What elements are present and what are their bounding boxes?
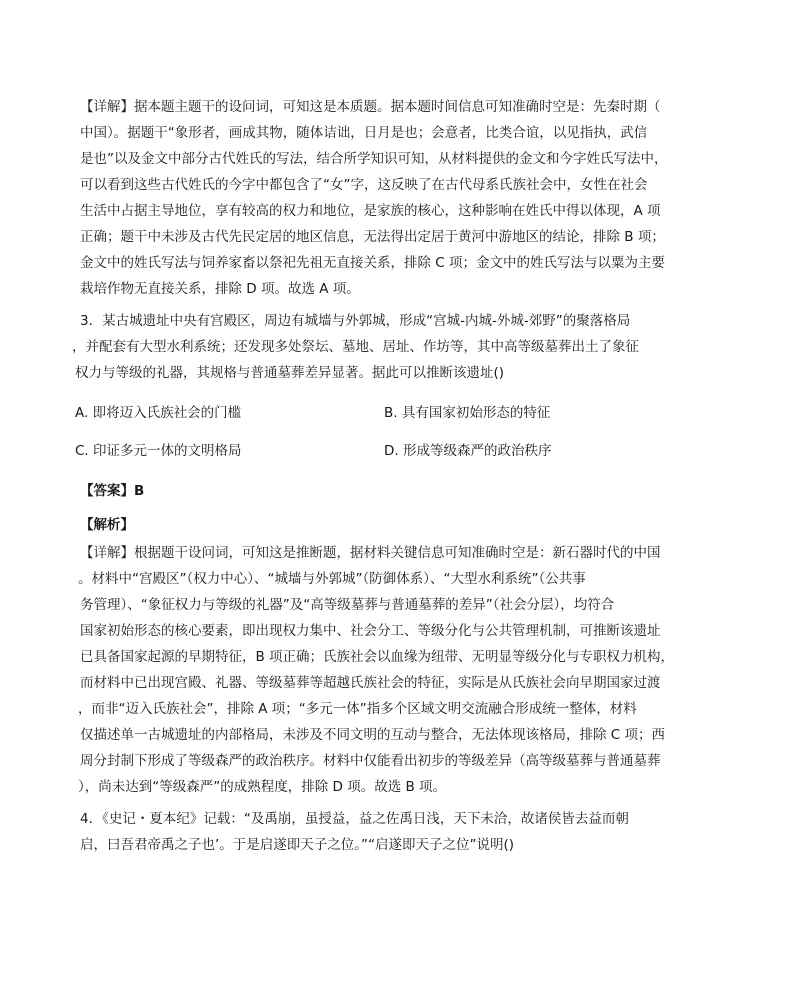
text-line: 【详解】根据题干设问词，可知这是推断题，据材料关键信息可知准确时空是：新石器时代的中国 bbox=[80, 545, 661, 561]
question-stem-line: 权力与等级的礼器，其规格与普通墓葬差异显著。据此可以推断该遗址() bbox=[75, 365, 505, 381]
question-stem-line: ，并配套有大型水利系统；还发现多处祭坛、墓地、居址、作坊等，其中高等级墓葬出土了象征 bbox=[72, 339, 639, 355]
text-line: 是也”以及金文中部分古代姓氏的写法，结合所学知识可知，从材料提供的金文和今字姓氏写法中， bbox=[80, 151, 668, 167]
option-c: C. 印证多元一体的文明格局 bbox=[75, 443, 242, 459]
text-line: 金文中的姓氏写法与饲养家畜以祭祀先祖无直接关系，排除 C 项；金文中的姓氏写法与以粟为主要 bbox=[80, 255, 666, 271]
text-line: 正确；题干中未涉及古代先民定居的地区信息，无法得出定居于黄河中游地区的结论，排除 B 项； bbox=[80, 229, 665, 245]
option-a: A. 即将迈入氏族社会的门槛 bbox=[75, 405, 242, 421]
text-line: 。材料中“宫殿区”（权力中心）、“城墙与外郭城”（防御体系）、“大型水利系统”（公共事 bbox=[78, 571, 586, 587]
text-line: 【详解】据本题主题干的设问词，可知这是本质题。据本题时间信息可知准确时空是：先秦时期（ bbox=[80, 99, 661, 115]
analysis-label: 【解析】 bbox=[80, 517, 134, 533]
text-line: 务管理）、“象征权力与等级的礼器”及“高等级墓葬与普通墓葬的差异”（社会分层），均符合 bbox=[80, 597, 615, 613]
text-line: 国家初始形态的核心要素，即出现权力集中、社会分工、等级分化与公共管理机制，可推断该遗址 bbox=[80, 623, 661, 639]
option-d: D. 形成等级森严的政治秩序 bbox=[384, 443, 552, 459]
text-line: 栽培作物无直接关系，排除 D 项。故选 A 项。 bbox=[80, 281, 360, 297]
text-line: 仅描述单一古城遗址的内部格局，未涉及不同文明的互动与整合，无法体现该格局，排除 C 项；西 bbox=[80, 727, 666, 743]
text-line: 中国）。据题干“象形者，画成其物，随体诘诎，日月是也；会意者，比类合谊，以见指执，武信 bbox=[80, 125, 648, 141]
text-line: 生活中占据主导地位，享有较高的权力和地位，是家族的核心，这种影响在姓氏中得以体现，A 项 bbox=[80, 203, 661, 219]
question-stem-line: 启，曰吾君帝禹之子也’。于是启遂即天子之位。”“启遂即天子之位”说明() bbox=[80, 837, 515, 853]
text-line: ），尚未达到“等级森严”的成熟程度，排除 D 项。故选 B 项。 bbox=[78, 779, 447, 795]
text-line: 而材料中已出现宫殿、礼器、等级墓葬等超越氏族社会的特征，实际是从氏族社会向早期国家过渡 bbox=[80, 675, 661, 691]
answer-label: 【答案】B bbox=[80, 483, 145, 499]
option-b: B. 具有国家初始形态的特征 bbox=[384, 405, 551, 421]
text-line: 周分封制下形成了等级森严的政治秩序。材料中仅能看出初步的等级差异（高等级墓葬与普通墓葬 bbox=[80, 753, 661, 769]
text-line: 可以看到这些古代姓氏的今字中都包含了“女”字，这反映了在古代母系氏族社会中，女性在社会 bbox=[80, 177, 648, 193]
question-stem-line: 3．某古城遗址中央有宫殿区，周边有城墙与外郭城，形成“宫城-内城-外城-郊野”的聚落格局 bbox=[80, 313, 631, 329]
question-stem-line: 4．《史记・夏本纪》记载：“及禹崩，虽授益，益之佐禹日浅，天下未洽，故诸侯皆去益而朝 bbox=[80, 811, 629, 827]
text-line: ，而非“迈入氏族社会”，排除 A 项；“多元一体”指多个区域文明交流融合形成统一整体，材料 bbox=[78, 701, 637, 717]
text-line: 已具备国家起源的早期特征，B 项正确；氏族社会以血缘为纽带、无明显等级分化与专职权力机构， bbox=[80, 649, 675, 665]
